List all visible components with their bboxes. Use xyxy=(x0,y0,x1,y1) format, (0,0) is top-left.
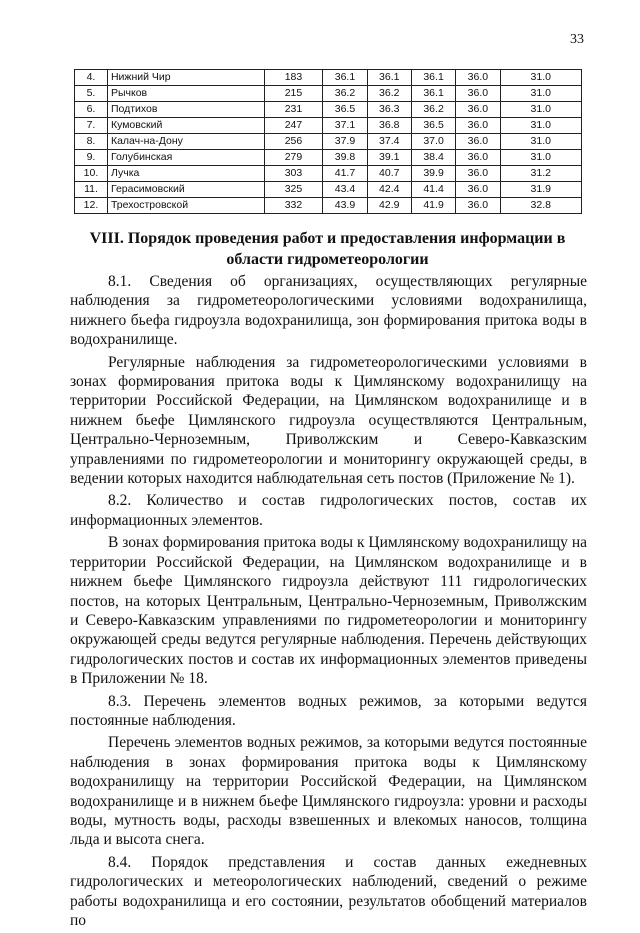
value-cell: 32.8 xyxy=(500,198,581,214)
station-name: Рычков xyxy=(107,86,264,102)
value-cell: 36.0 xyxy=(456,166,500,182)
row-number: 6. xyxy=(75,102,108,118)
distance-value: 247 xyxy=(264,118,323,134)
row-number: 10. xyxy=(75,166,108,182)
value-cell: 43.9 xyxy=(323,198,367,214)
value-cell: 36.0 xyxy=(456,150,500,166)
station-name: Трехостровской xyxy=(107,198,264,214)
row-number: 7. xyxy=(75,118,108,134)
value-cell: 36.0 xyxy=(456,134,500,150)
table-row xyxy=(75,198,582,214)
value-cell: 36.0 xyxy=(456,182,500,198)
value-cell: 37.9 xyxy=(323,134,367,150)
value-cell: 41.9 xyxy=(411,198,455,214)
station-name: Кумовский xyxy=(107,118,264,134)
distance-value: 231 xyxy=(264,102,323,118)
row-number: 4. xyxy=(75,70,108,86)
value-cell: 36.0 xyxy=(456,118,500,134)
distance-value: 325 xyxy=(264,182,323,198)
station-name: Голубинская xyxy=(107,150,264,166)
value-cell: 31.0 xyxy=(500,102,581,118)
station-name: Калач-на-Дону xyxy=(107,134,264,150)
value-cell: 36.1 xyxy=(411,70,455,86)
station-name: Подтихов xyxy=(107,102,264,118)
value-cell: 37.4 xyxy=(367,134,411,150)
table-body xyxy=(75,70,582,214)
station-name: Герасимовский xyxy=(107,182,264,198)
value-cell: 36.5 xyxy=(411,118,455,134)
page-number: 33 xyxy=(570,32,584,47)
value-cell: 31.0 xyxy=(500,150,581,166)
value-cell: 36.0 xyxy=(456,102,500,118)
row-number: 8. xyxy=(75,134,108,150)
value-cell: 42.9 xyxy=(367,198,411,214)
table-row xyxy=(75,70,582,86)
value-cell: 31.2 xyxy=(500,166,581,182)
section-heading: VIII. Порядок проведения работ и предоставления информации в области гидрометеорологии xyxy=(89,230,566,268)
station-name: Лучка xyxy=(107,166,264,182)
stations-table xyxy=(74,69,582,214)
value-cell: 36.2 xyxy=(411,102,455,118)
value-cell: 39.8 xyxy=(323,150,367,166)
row-number: 9. xyxy=(75,150,108,166)
value-cell: 36.2 xyxy=(367,86,411,102)
distance-value: 215 xyxy=(264,86,323,102)
value-cell: 37.0 xyxy=(411,134,455,150)
value-cell: 31.0 xyxy=(500,118,581,134)
paragraph: Регулярные наблюдения за гидрометеорологическими условиями в зонах формирования притока воды к Цимлянскому водохранилищу на территории Российской Федерации, на Цимлянском водохранилище и в нижнем бьефе Цимлянского гидроузла осуществляются Центральным, Центрально-Черноземным, Приволжским и Северо-Кавказским управлениями по гидрометеорологии и мониторингу окружающей среды, в ведении которых находится наблюдательная сеть постов (Приложение № 1). xyxy=(70,353,587,488)
value-cell: 39.9 xyxy=(411,166,455,182)
row-number: 11. xyxy=(75,182,108,198)
distance-value: 256 xyxy=(264,134,323,150)
distance-value: 279 xyxy=(264,150,323,166)
table-row xyxy=(75,134,582,150)
paragraph: 8.4. Порядок представления и состав данных ежедневных гидрологических и метеорологических наблюдений, сведений о режиме работы водохранилища и его состоянии, результатов обобщений материалов по xyxy=(70,853,587,929)
distance-value: 332 xyxy=(264,198,323,214)
value-cell: 40.7 xyxy=(367,166,411,182)
value-cell: 38.4 xyxy=(411,150,455,166)
paragraph: 8.1. Сведения об организациях, осуществляющих регулярные наблюдения за гидрометеорологическими условиями водохранилища, нижнего бьефа гидроузла водохранилища, зон формирования притока воды в водохранилище. xyxy=(70,273,587,349)
section-body xyxy=(70,272,587,933)
value-cell: 41.4 xyxy=(411,182,455,198)
value-cell: 36.0 xyxy=(456,70,500,86)
table-row xyxy=(75,166,582,182)
value-cell: 36.5 xyxy=(323,102,367,118)
paragraph: 8.2. Количество и состав гидрологических постов, состав их информационных элементов. xyxy=(70,492,587,529)
table-row xyxy=(75,150,582,166)
value-cell: 31.9 xyxy=(500,182,581,198)
paragraph: Перечень элементов водных режимов, за которыми ведутся постоянные наблюдения в зонах формирования притока воды к Цимлянскому водохранилищу на территории Российской Федерации, на Цимлянском водохранилище и в нижнем бьефе Цимлянского гидроузла: уровни и расходы воды, мутность воды, расходы взвешенных и влекомых наносов, толщина льда и высота снега. xyxy=(70,734,587,849)
table-row xyxy=(75,86,582,102)
value-cell: 41.7 xyxy=(323,166,367,182)
value-cell: 39.1 xyxy=(367,150,411,166)
value-cell: 36.8 xyxy=(367,118,411,134)
table-row xyxy=(75,182,582,198)
value-cell: 36.2 xyxy=(323,86,367,102)
value-cell: 31.0 xyxy=(500,70,581,86)
table-row xyxy=(75,118,582,134)
row-number: 5. xyxy=(75,86,108,102)
value-cell: 36.3 xyxy=(367,102,411,118)
value-cell: 36.1 xyxy=(411,86,455,102)
paragraph: 8.3. Перечень элементов водных режимов, за которыми ведутся постоянные наблюдения. xyxy=(70,692,587,729)
distance-value: 183 xyxy=(264,70,323,86)
value-cell: 36.0 xyxy=(456,198,500,214)
value-cell: 43.4 xyxy=(323,182,367,198)
table-row xyxy=(75,102,582,118)
value-cell: 36.0 xyxy=(456,86,500,102)
value-cell: 37.1 xyxy=(323,118,367,134)
row-number: 12. xyxy=(75,198,108,214)
value-cell: 31.0 xyxy=(500,86,581,102)
value-cell: 42.4 xyxy=(367,182,411,198)
value-cell: 36.1 xyxy=(323,70,367,86)
value-cell: 36.1 xyxy=(367,70,411,86)
value-cell: 31.0 xyxy=(500,134,581,150)
paragraph: В зонах формирования притока воды к Цимлянскому водохранилищу на территории Российской Федерации, на Цимлянском водохранилище и в нижнем бьефе Цимлянского гидроузла действуют 111 гидрологических постов, на которых Центральным, Центрально-Черноземным, Приволжским и Северо-Кавказским управлениями по гидрометеорологии и мониторингу окружающей среды ведутся регулярные наблюдения. Перечень действующих гидрологических постов и состав их информационных элементов приведены в Приложении № 18. xyxy=(70,534,587,688)
distance-value: 303 xyxy=(264,166,323,182)
station-name: Нижний Чир xyxy=(107,70,264,86)
